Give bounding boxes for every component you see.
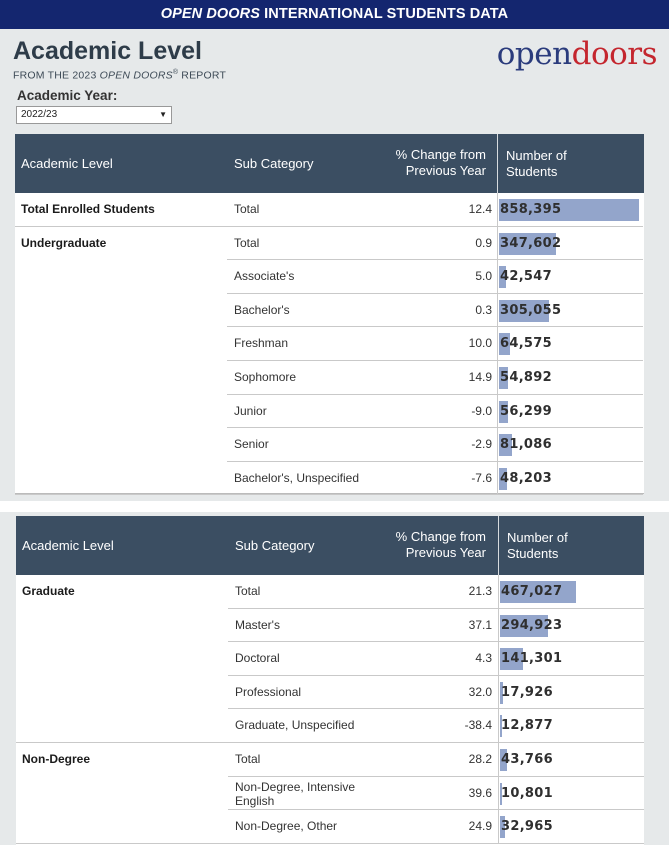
sub-category-label: Freshman <box>234 336 289 351</box>
column-divider <box>498 709 499 743</box>
row-divider <box>228 642 644 676</box>
table-row <box>16 575 644 609</box>
subtitle-italic: OPEN DOORS <box>99 69 173 82</box>
sub-category-label: Graduate, Unspecified <box>235 718 355 733</box>
page-title: Academic Level <box>13 37 202 65</box>
sub-category-label: Total <box>235 752 261 766</box>
student-count-value: 858,395 <box>500 202 562 217</box>
academic-level-label: Total Enrolled Students <box>21 202 155 216</box>
top-banner <box>0 0 669 29</box>
student-count-value: 467,027 <box>501 584 563 599</box>
sub-category-label: Total <box>235 584 261 598</box>
percent-change-value: 21.3 <box>468 584 492 598</box>
percent-change-value: -7.6 <box>471 470 492 485</box>
sub-category-label: Senior <box>234 437 269 452</box>
student-count-value: 56,299 <box>500 403 552 419</box>
logo-doors: doors <box>571 36 657 72</box>
student-count-value: 294,923 <box>501 617 563 633</box>
group-divider <box>16 843 228 844</box>
student-count-value: 17,926 <box>501 684 553 700</box>
row-divider <box>228 743 644 777</box>
sub-category-label: Non-Degree, Intensive English <box>235 779 356 808</box>
column-divider <box>498 642 499 676</box>
table-header <box>16 516 644 575</box>
sub-category-label: Master's <box>235 617 280 632</box>
column-divider <box>498 810 499 844</box>
table-row <box>15 294 644 328</box>
percent-change-value: 39.6 <box>468 785 492 800</box>
column-divider <box>498 609 499 643</box>
row-divider <box>227 428 643 462</box>
col-sub-category[interactable]: Sub Category <box>234 156 314 171</box>
table-row <box>16 777 644 811</box>
sub-category-label: Sophomore <box>234 370 297 384</box>
subtitle-pre: FROM THE 2023 <box>13 69 100 82</box>
table-row <box>15 327 644 361</box>
sub-category-label: Total <box>234 202 260 216</box>
academic-level-label: Non-Degree <box>22 752 91 766</box>
panel-gap <box>0 501 669 512</box>
student-count-value: 347,602 <box>500 235 562 251</box>
table-row <box>16 642 644 676</box>
row-divider <box>227 395 643 429</box>
sub-category-label: Professional <box>235 684 302 699</box>
student-count-value: 10,801 <box>501 785 553 801</box>
table-row <box>16 743 644 777</box>
table-row <box>16 609 644 643</box>
col-percent-change[interactable]: % Change from Previous Year <box>395 147 486 178</box>
student-count-value: 305,055 <box>500 302 562 318</box>
table-row <box>16 709 644 743</box>
percent-change-value: 0.3 <box>475 302 492 317</box>
sub-category-label: Junior <box>234 403 267 418</box>
student-count-value: 12,877 <box>501 718 553 734</box>
column-divider <box>497 294 498 328</box>
academic-level-label: Undergraduate <box>21 235 107 250</box>
row-divider <box>227 327 643 361</box>
chevron-down-icon: ▼ <box>159 110 167 119</box>
column-divider <box>497 395 498 429</box>
header-divider <box>498 516 499 575</box>
student-count-value: 64,575 <box>500 336 552 352</box>
academic-year-label: Academic Year: <box>17 88 118 103</box>
student-count-value: 48,203 <box>500 470 552 486</box>
table-row <box>15 260 644 294</box>
percent-change-value: 14.9 <box>468 370 492 384</box>
student-count-value: 81,086 <box>500 437 552 453</box>
column-divider <box>498 575 499 609</box>
sub-category-label: Non-Degree, Other <box>235 819 338 834</box>
col-academic-level[interactable]: Academic Level <box>22 538 114 553</box>
table-row <box>16 676 644 710</box>
sub-category-label: Associate's <box>234 269 295 284</box>
table-graduate <box>16 516 644 845</box>
percent-change-value: 37.1 <box>468 617 492 632</box>
percent-change-value: 28.2 <box>468 752 492 766</box>
table-row <box>15 462 644 496</box>
percent-change-value: 32.0 <box>468 684 492 699</box>
percent-change-value: 10.0 <box>468 336 492 351</box>
percent-change-value: 12.4 <box>468 202 492 216</box>
table-row <box>16 810 644 844</box>
sub-category-label: Bachelor's <box>234 302 290 317</box>
page-subtitle <box>13 69 226 82</box>
percent-change-value: -2.9 <box>471 437 492 452</box>
column-divider <box>497 361 498 395</box>
sub-category-label: Doctoral <box>235 651 280 666</box>
col-academic-level[interactable]: Academic Level <box>21 156 113 171</box>
row-divider <box>227 227 643 261</box>
column-divider <box>497 462 498 496</box>
table-row <box>15 428 644 462</box>
column-divider <box>498 676 499 710</box>
column-divider <box>497 428 498 462</box>
percent-change-value: 0.9 <box>475 235 492 250</box>
academic-level-label: Graduate <box>22 584 75 598</box>
column-divider <box>497 227 498 261</box>
student-count-value: 43,766 <box>501 752 553 767</box>
column-divider <box>497 193 498 227</box>
table-row <box>15 227 644 261</box>
subtitle-reg: ® <box>172 69 179 76</box>
column-divider <box>497 327 498 361</box>
column-divider <box>497 260 498 294</box>
student-count-value: 42,547 <box>500 269 552 285</box>
table-undergraduate <box>15 134 644 494</box>
student-count-value: 32,965 <box>501 819 553 835</box>
percent-change-value: -9.0 <box>471 403 492 418</box>
student-count-value: 54,892 <box>500 370 552 385</box>
col-sub-category[interactable]: Sub Category <box>235 538 315 553</box>
sub-category-label: Bachelor's, Unspecified <box>234 470 360 485</box>
banner-text: INTERNATIONAL STUDENTS DATA <box>260 6 509 22</box>
banner-italic: OPEN DOORS <box>160 6 261 22</box>
table-header <box>15 134 644 193</box>
column-divider <box>498 743 499 777</box>
row-divider <box>228 609 644 643</box>
percent-change-value: -38.4 <box>464 718 492 733</box>
percent-change-value: 4.3 <box>475 651 492 666</box>
percent-change-value: 5.0 <box>475 269 492 284</box>
logo-open: open <box>496 36 572 72</box>
subtitle-post: REPORT <box>178 69 227 82</box>
col-number-of-students[interactable]: Number of Students <box>506 148 567 179</box>
sub-category-label: Total <box>234 235 260 250</box>
col-percent-change[interactable]: % Change from Previous Year <box>395 529 486 560</box>
table-row <box>15 395 644 429</box>
table-row <box>15 361 644 395</box>
percent-change-value: 24.9 <box>468 819 492 834</box>
header-divider <box>497 134 498 193</box>
opendoors-logo <box>497 36 657 72</box>
table-row <box>15 193 644 227</box>
student-count-value: 141,301 <box>501 651 563 667</box>
group-divider <box>15 494 227 495</box>
academic-year-select[interactable] <box>16 106 172 124</box>
row-divider <box>228 575 644 609</box>
academic-year-value: 2022/23 <box>21 109 58 120</box>
column-divider <box>498 777 499 811</box>
col-number-of-students[interactable]: Number of Students <box>507 530 568 561</box>
